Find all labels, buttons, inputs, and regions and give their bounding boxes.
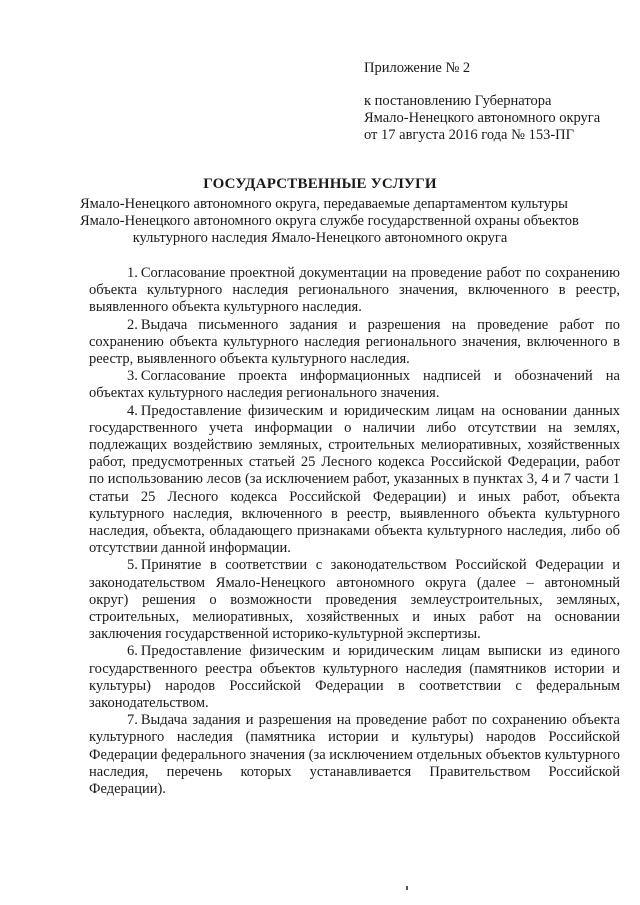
service-number: 5.: [127, 557, 138, 574]
service-text: Выдача задания и разрешения на проведение работ по сохранению объекта культурного наследия (памятника истории и культуры) народов Российской Федерации федерального значения (за исключением отдельных объектов культурного наследия, перечень которых устанавливается Правительством Российской Федерации).: [89, 712, 620, 798]
appendix-line: Ямало-Ненецкого автономного округа: [364, 110, 601, 126]
services-list: [89, 265, 620, 798]
subtitle-line: культурного наследия Ямало-Ненецкого автономного округа: [132, 230, 508, 246]
service-text: Предоставление физическим и юридическим лицам выписки из единого государственного реестра объектов культурного наследия (памятников истории и культуры) народов Российской Федерации в соответствии с федеральным законодательством.: [89, 643, 620, 712]
document-subtitle: [80, 196, 579, 247]
document-heading: [80, 175, 579, 247]
service-item: [89, 317, 620, 369]
service-text: Принятие в соответствии с законодательством Российской Федерации и законодательством Ямало-Ненецкого автономного округа (далее – автономный округ) решения о возможности проведения землеустроительных, земляных, строительных, мелиоративных, хозяйственных и иных работ на основании заключения государственной историко-культурной экспертизы.: [89, 557, 620, 643]
appendix-title: Приложение № 2: [364, 60, 471, 76]
service-text: Согласование проектной документации на проведение работ по сохранению объекта культурного наследия регионального значения, включенного в реестр, выявленного объекта культурного наследия.: [89, 265, 620, 316]
service-number: 1.: [127, 265, 138, 281]
service-text: Согласование проекта информационных надписей и обозначений на объектах культурного наследия регионального значения.: [89, 368, 620, 402]
service-text: Предоставление физическим и юридическим лицам на основании данных государственного учета информации о наличии либо отсутствии на землях, подлежащих воздействию земляных, строительных мелиоративных, хозяйственных работ, предусмотренных статьей 25 Лесного кодекса Российской Федерации, работ по использованию лесов (за исключением работ, указанных в пунктах 3, 4 и 7 части 1 статьи 25 Лесного кодекса Российской Федерации) и иных работ, объекта культурного наследия, включенного в реестр, выявленного объекта культурного наследия, объекта, обладающего признаками объекта культурного наследия, либо об отсутствии данной информации.: [89, 402, 620, 557]
scan-speck: [406, 886, 408, 890]
subtitle-line: Ямало-Ненецкого автономного округа службе государственной охраны объектов: [80, 213, 579, 229]
appendix-line: к постановлению Губернатора: [364, 93, 552, 109]
appendix-line: от 17 августа 2016 года № 153-ПГ: [364, 127, 575, 143]
document-title: ГОСУДАРСТВЕННЫЕ УСЛУГИ: [203, 176, 437, 192]
subtitle-line: Ямало-Ненецкого автономного округа, передаваемые департаментом культуры: [80, 196, 568, 212]
service-number: 4.: [127, 402, 138, 419]
service-text: Выдача письменного задания и разрешения на проведение работ по сохранению объекта культурного наследия регионального значения, включенного в реестр, выявленного объекта культурного наследия.: [89, 316, 620, 368]
service-number: 2.: [127, 316, 138, 333]
service-number: 7.: [127, 712, 138, 729]
service-item: [89, 403, 620, 558]
service-number: 6.: [127, 643, 138, 660]
service-item: [89, 265, 620, 317]
service-item: [89, 557, 620, 643]
appendix-block: [364, 60, 614, 144]
service-item: [89, 643, 620, 712]
service-number: 3.: [127, 368, 138, 385]
service-item: [89, 368, 620, 402]
service-item: [89, 712, 620, 798]
